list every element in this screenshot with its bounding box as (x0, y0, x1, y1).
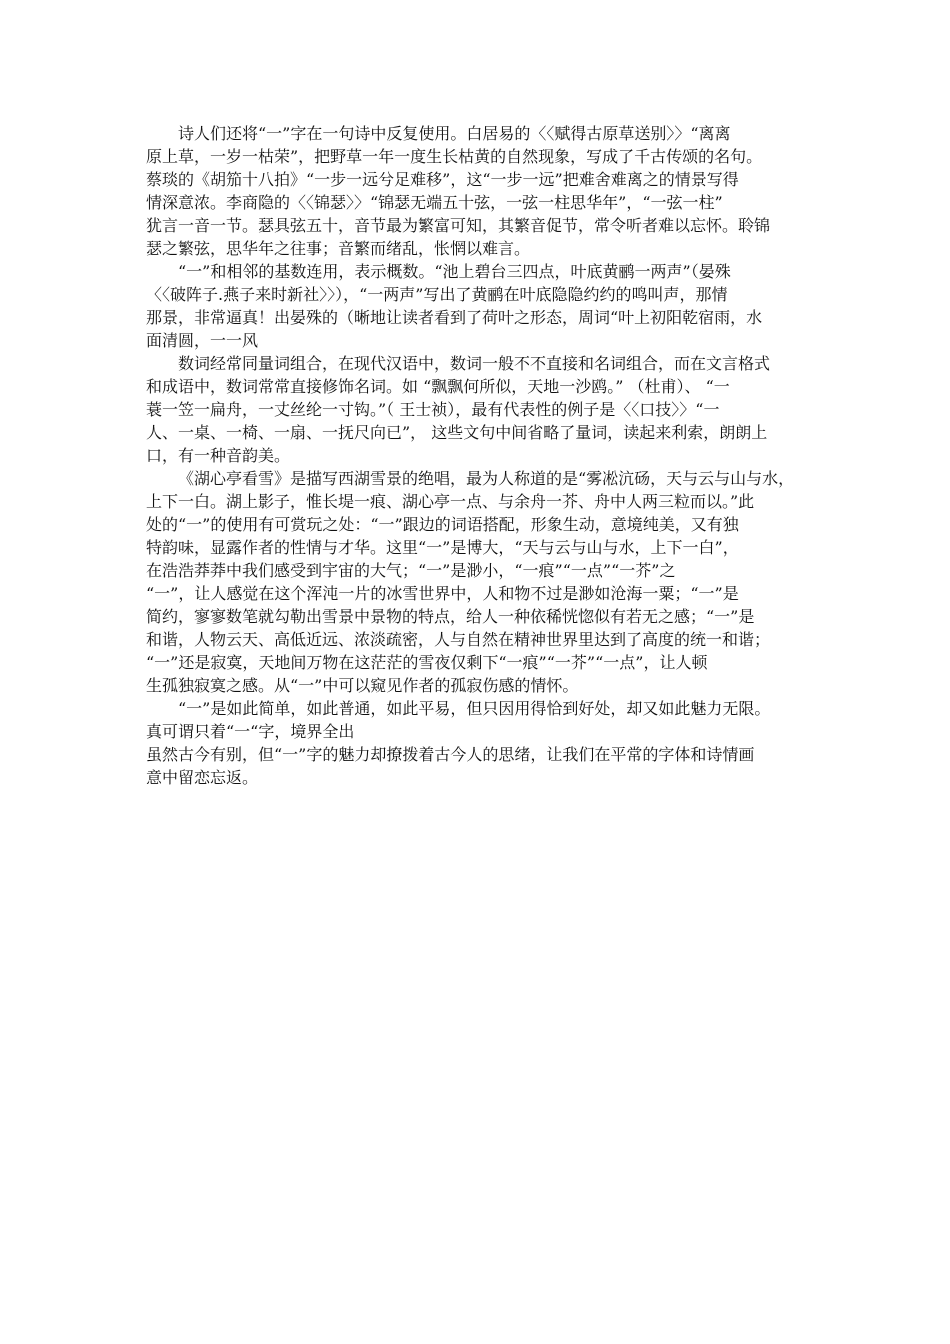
text-line: 蓑一笠一扁舟，一丈丝纶一寸钩。”（ 王士祯），最有代表性的例子是〈〈口技〉〉“一 (146, 400, 720, 419)
text-line: 原上草，一岁一枯荣”，把野草一年一度生长枯黄的自然现象，写成了千古传颂的名句。 (146, 147, 763, 166)
text-line: 特韵味，显露作者的性情与才华。这里“一”是博大，“天与云与山与水，上下一白”， (146, 538, 739, 557)
document-body (146, 122, 836, 789)
text-line: 面清圆，一一风 (146, 331, 259, 350)
text-line: 虽然古今有别，但“一”字的魅力却撩拨着古今人的思绪，让我们在平常的字体和诗情画 (146, 745, 755, 764)
text-line: 瑟之繁弦，思华年之往事；音繁而绪乱，怅惘以难言。 (146, 239, 531, 258)
text-line: 情深意浓。李商隐的〈〈锦瑟〉〉“锦瑟无端五十弦，一弦一柱思华年”，“一弦一柱” (146, 193, 723, 212)
text-line: 数词经常同量词组合，在现代汉语中，数词一般不不直接和名词组合，而在文言格式 (178, 354, 771, 373)
text-line: 那景，非常逼真！出晏殊的（晰地让读者看到了荷叶之形态，周词“叶上初阳乾宿雨，水 (146, 308, 763, 327)
text-line: 和谐，人物云天、高低近远、浓淡疏密，人与自然在精神世界里达到了高度的统一和谐； (146, 630, 771, 649)
text-line: 简约，寥寥数笔就勾勒出雪景中景物的特点，给人一种依稀恍惚似有若无之感；“一”是 (146, 607, 755, 626)
text-line: “一”和相邻的基数连用，表示概数。“池上碧台三四点，叶底黄鹂一两声”（晏殊 (178, 262, 731, 281)
text-line: “一”，让人感觉在这个浑沌一片的冰雪世界中，人和物不过是渺如沧海一粟；“一”是 (146, 584, 739, 603)
text-line: 人、一桌、一椅、一扇、一抚尺向已”， 这些文句中间省略了量词，读起来利索，朗朗上 (146, 423, 768, 442)
text-line: 犹言一音一节。瑟具弦五十，音节最为繁富可知，其繁音促节，常令听者难以忘怀。聆锦 (146, 216, 771, 235)
text-line: 上下一白。湖上影子，惟长堤一痕、湖心亭一点、与余舟一芥、舟中人两三粒而以。”此 (146, 492, 755, 511)
text-line: 真可谓只着“一“字，境界全出 (146, 722, 355, 741)
text-line: 蔡琰的《胡笳十八拍》“一步一远兮足难移”，这“一步一远”把难舍难离之的情景写得 (146, 170, 739, 189)
text-line: 〈〈破阵子.燕子来时新社〉〉），“一两声”写出了黄鹂在叶底隐隐约约的鸣叫声，那情 (146, 285, 728, 304)
text-line: 意中留恋忘返。 (146, 768, 259, 787)
text-line: 处的“一”的使用有可赏玩之处：“一”跟边的词语搭配，形象生动，意境纯美，又有独 (146, 515, 739, 534)
text-line: 在浩浩莽莽中我们感受到宇宙的大气；“一”是渺小，“一痕”“一点”“一芥”之 (146, 561, 676, 580)
text-line: “一”是如此简单，如此普通，如此平易，但只因用得恰到好处，却又如此魅力无限。 (178, 699, 771, 718)
text-line: 生孤独寂寞之感。从“一”中可以窥见作者的孤寂伤感的情怀。 (146, 676, 579, 695)
text-line: 《湖心亭看雪》是描写西湖雪景的绝唱，最为人称道的是“雾凇沆砀，天与云与山与水， (178, 469, 795, 488)
text-line: 诗人们还将“一”字在一句诗中反复使用。白居易的〈〈赋得古原草送别〉〉“离离 (178, 124, 731, 143)
text-line: “一”还是寂寞，天地间万物在这茫茫的雪夜仅剩下“一痕”“一芥”“一点”，让人顿 (146, 653, 708, 672)
text-line: 和成语中，数词常常直接修饰名词。如 “飘飘何所似，天地一沙鸥。” （杜甫）、 “一 (146, 377, 730, 396)
text-line: 口，有一种音韵美。 (146, 446, 291, 465)
